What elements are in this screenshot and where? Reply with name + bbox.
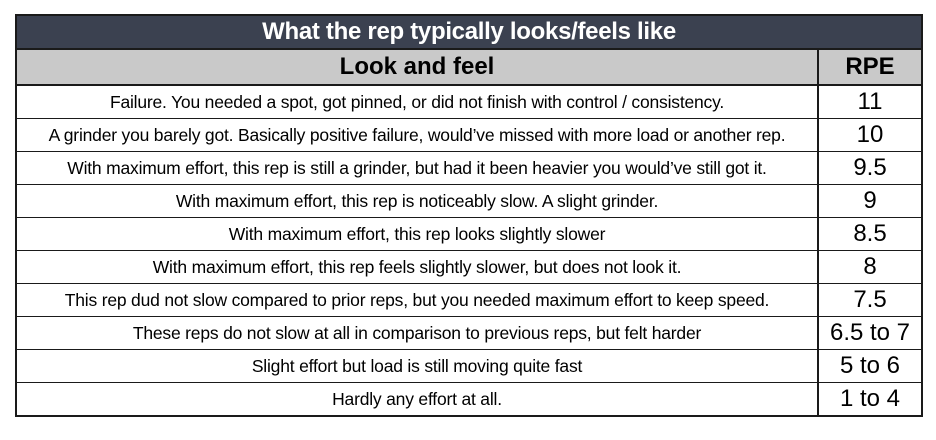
- rpe-cell: 9: [818, 185, 922, 218]
- table-row: [16, 185, 922, 218]
- table-title: What the rep typically looks/feels like: [16, 15, 922, 49]
- table-row: [16, 85, 922, 119]
- description-cell: These reps do not slow at all in comparison to previous reps, but felt harder: [16, 317, 818, 350]
- table-row: [16, 218, 922, 251]
- rpe-cell: 1 to 4: [818, 383, 922, 417]
- table-row: [16, 119, 922, 152]
- rpe-cell: 9.5: [818, 152, 922, 185]
- look-and-feel-header: Look and feel: [16, 49, 818, 85]
- table-header-row: [16, 49, 922, 85]
- table-title-row: [16, 15, 922, 49]
- table-row: [16, 284, 922, 317]
- description-cell: With maximum effort, this rep is noticeably slow. A slight grinder.: [16, 185, 818, 218]
- description-cell: Hardly any effort at all.: [16, 383, 818, 417]
- rpe-cell: 8: [818, 251, 922, 284]
- rpe-cell: 5 to 6: [818, 350, 922, 383]
- table-row: [16, 317, 922, 350]
- description-cell: This rep dud not slow compared to prior reps, but you needed maximum effort to keep speed.: [16, 284, 818, 317]
- rpe-cell: 6.5 to 7: [818, 317, 922, 350]
- rpe-table: [15, 14, 923, 417]
- table-row: [16, 251, 922, 284]
- description-cell: Slight effort but load is still moving quite fast: [16, 350, 818, 383]
- table-row: [16, 350, 922, 383]
- table-row: [16, 383, 922, 417]
- description-cell: With maximum effort, this rep looks slightly slower: [16, 218, 818, 251]
- description-cell: With maximum effort, this rep feels slightly slower, but does not look it.: [16, 251, 818, 284]
- rpe-cell: 7.5: [818, 284, 922, 317]
- rpe-cell: 11: [818, 85, 922, 119]
- description-cell: With maximum effort, this rep is still a grinder, but had it been heavier you would’ve still got it.: [16, 152, 818, 185]
- table-row: [16, 152, 922, 185]
- rpe-cell: 8.5: [818, 218, 922, 251]
- rpe-header: RPE: [818, 49, 922, 85]
- rpe-cell: 10: [818, 119, 922, 152]
- description-cell: A grinder you barely got. Basically positive failure, would’ve missed with more load or another rep.: [16, 119, 818, 152]
- description-cell: Failure. You needed a spot, got pinned, or did not finish with control / consistency.: [16, 85, 818, 119]
